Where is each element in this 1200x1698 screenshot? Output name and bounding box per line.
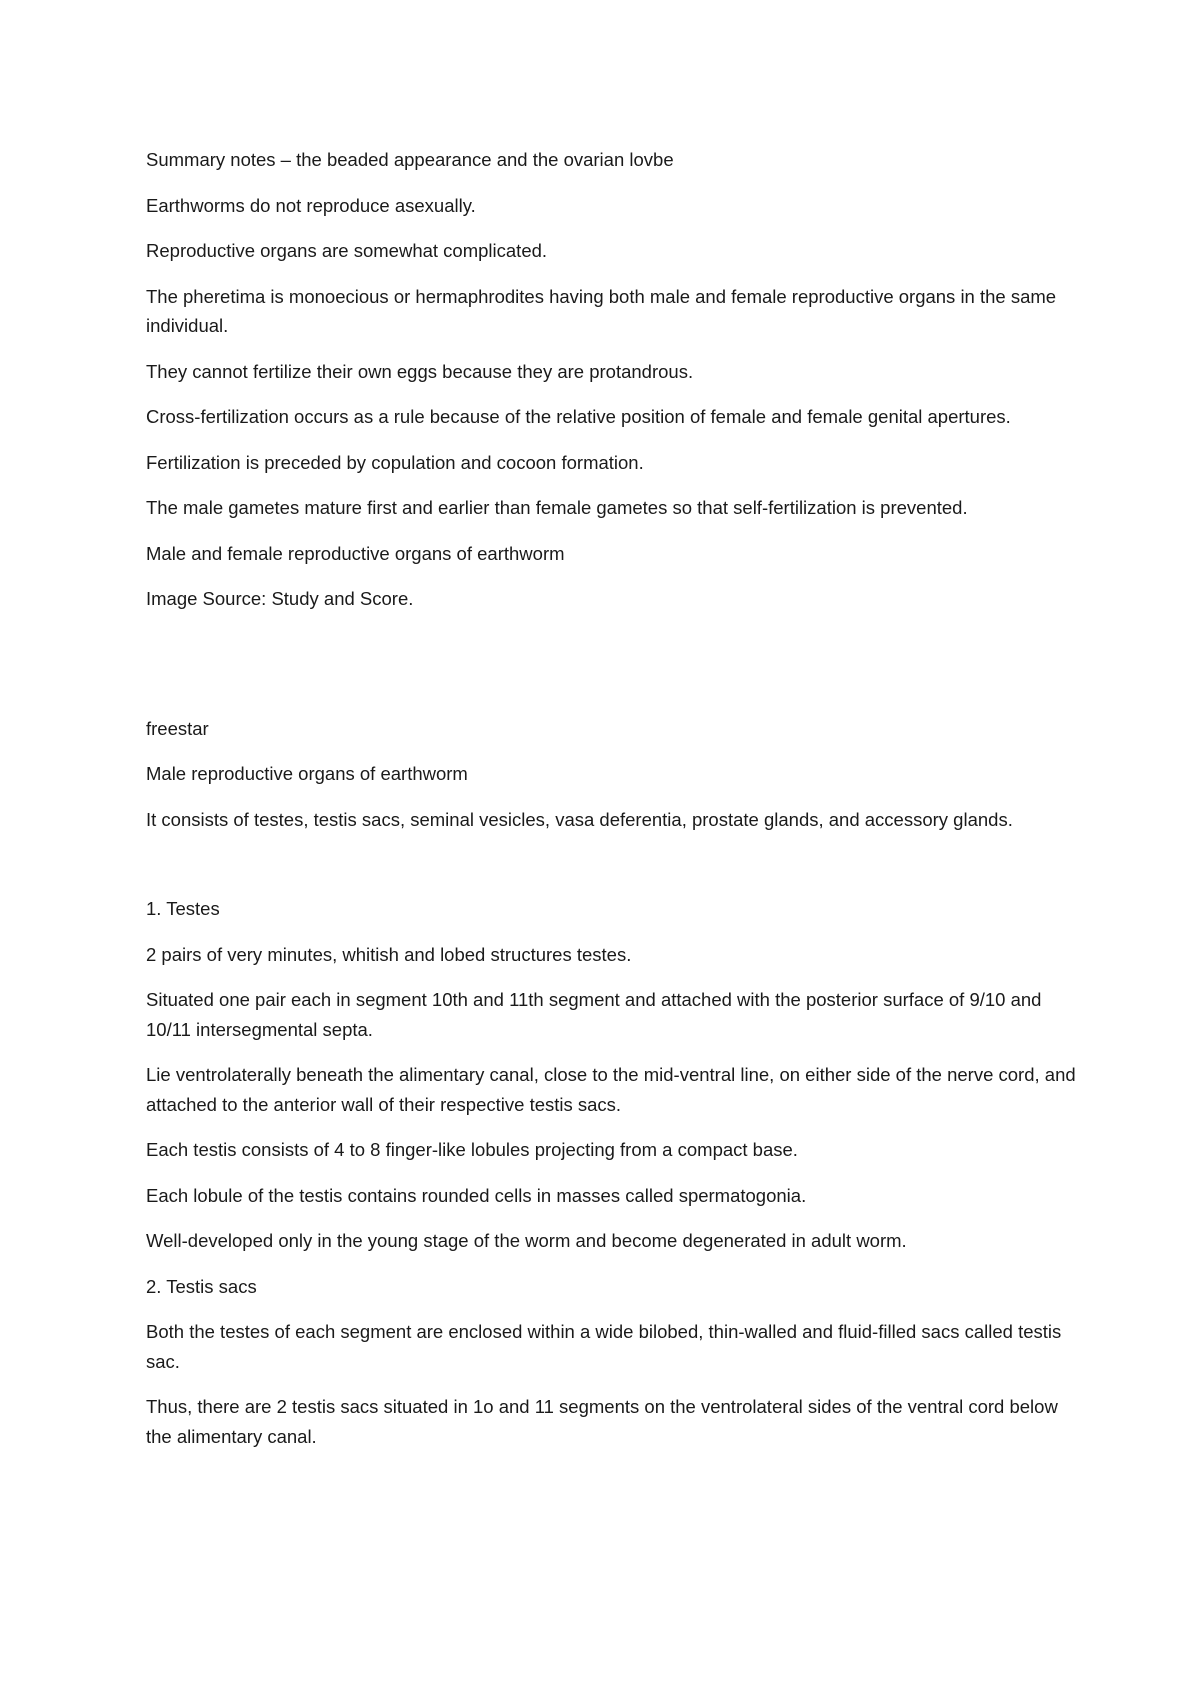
paragraph: Fertilization is preceded by copulation and cocoon formation. [146,451,644,473]
document-body [146,145,1076,1467]
figure-caption: Male and female reproductive organs of earthworm [146,542,565,564]
paragraph: Each testis consists of 4 to 8 finger-like lobules projecting from a compact base. [146,1139,798,1160]
paragraph: Both the testes of each segment are enclosed within a wide bilobed, thin-walled and fluid-filled sacs called testis sac. [146,1321,1062,1372]
paragraph: Cross-fertilization occurs as a rule because of the relative position of female and female genital apertures. [146,406,1011,427]
paragraph: Thus, there are 2 testis sacs situated in 1o and 11 segments on the ventrolateral sides of the ventral cord below the alimentary canal. [146,1396,1058,1447]
paragraph: They cannot fertilize their own eggs because they are protandrous. [146,360,694,382]
paragraph: The pheretima is monoecious or hermaphrodites having both male and female reproductive organs in the same individual. [146,285,1057,336]
image-source-note: Image Source: Study and Score. [146,588,414,609]
paragraph: It consists of testes, testis sacs, seminal vesicles, vasa deferentia, prostate glands, and accessory glands. [146,808,1013,830]
blank-space [146,630,1076,714]
paragraph: 2 pairs of very minutes, whitish and lobed structures testes. [146,943,632,965]
paragraph: Reproductive organs are somewhat complicated. [146,240,548,261]
subsection-heading-testis-sacs: 2. Testis sacs [146,1275,257,1297]
section-heading: Male reproductive organs of earthworm [146,763,468,784]
paragraph: Lie ventrolaterally beneath the alimentary canal, close to the mid-ventral line, on either side of the nerve cord, and attached to the anterior wall of their respective testis sacs. [146,1064,1076,1115]
paragraph-summary-notes: Summary notes – the beaded appearance and the ovarian lovbe [146,149,674,170]
paragraph: Each lobule of the testis contains rounded cells in masses called spermatogonia. [146,1184,807,1206]
paragraph: Situated one pair each in segment 10th and 11th segment and attached with the posterior surface of 9/10 and 10/11 intersegmental septa. [146,989,1042,1040]
paragraph-freestar: freestar [146,717,209,739]
paragraph: Well-developed only in the young stage of the worm and become degenerated in adult worm. [146,1230,907,1251]
subsection-heading-testes: 1. Testes [146,898,220,919]
blank-space [146,850,1076,894]
paragraph: Earthworms do not reproduce asexually. [146,194,476,216]
paragraph: The male gametes mature first and earlier than female gametes so that self-fertilization is prevented. [146,497,968,518]
